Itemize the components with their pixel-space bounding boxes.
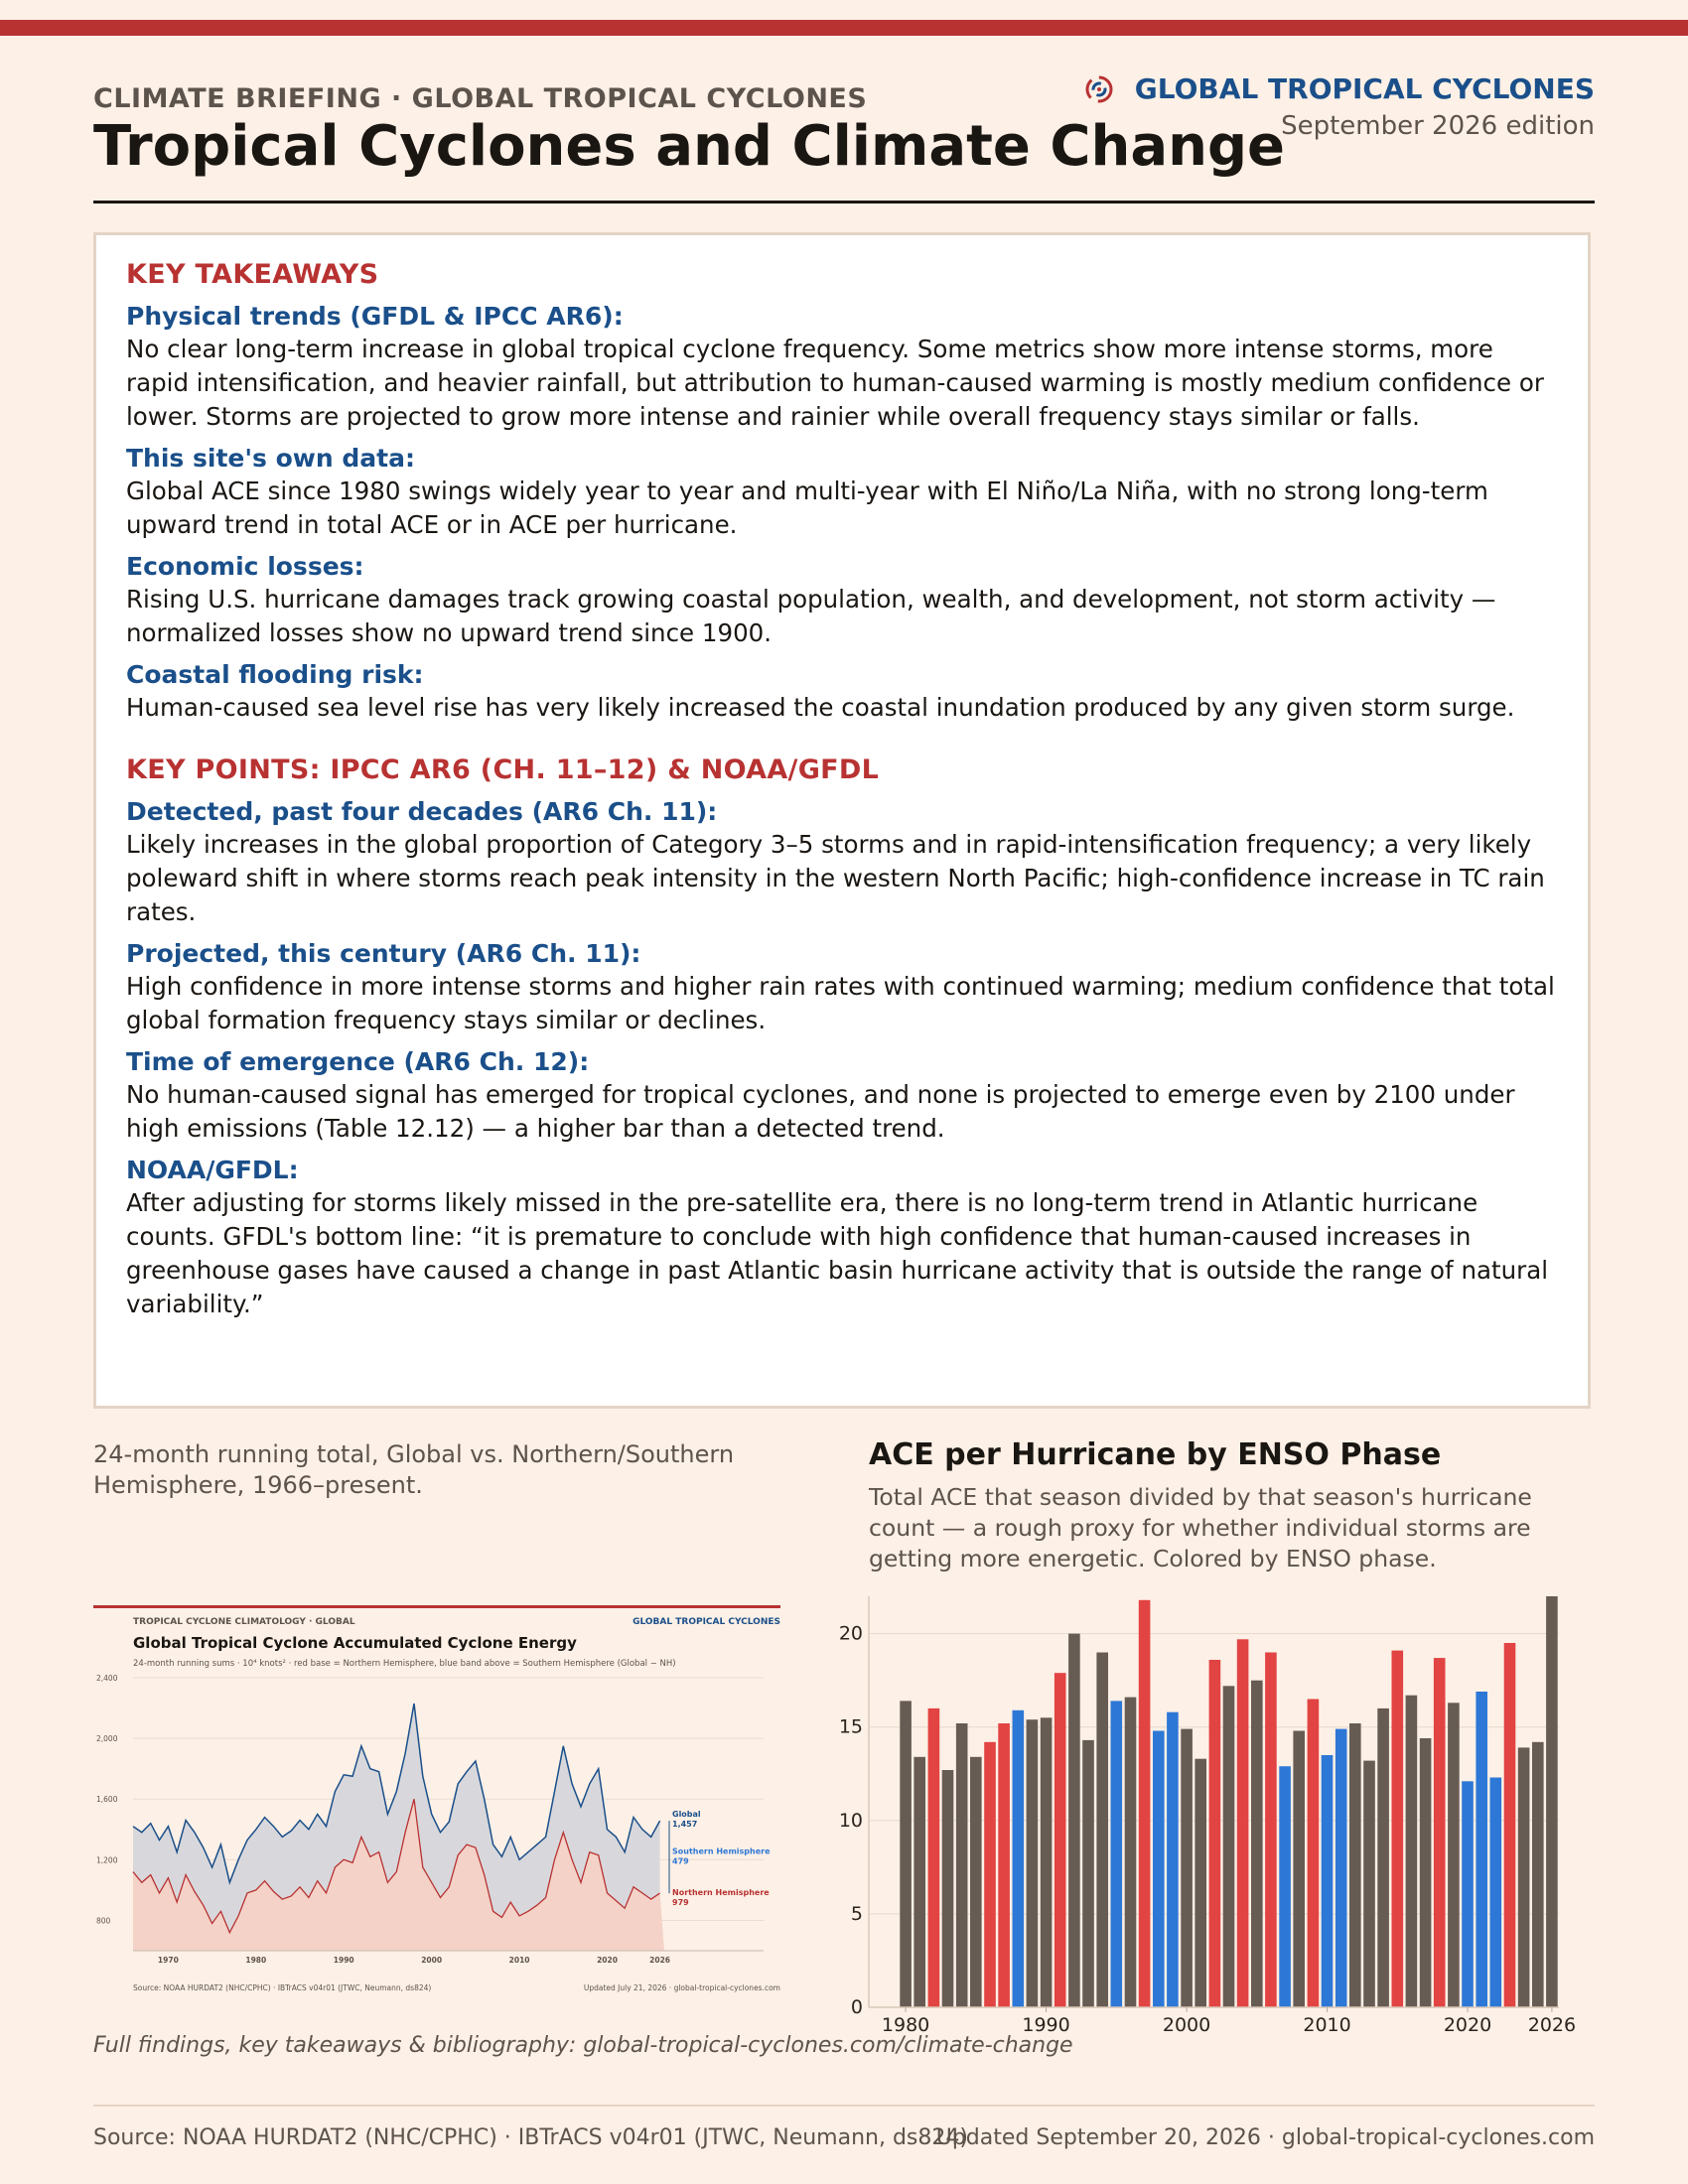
edition-label: September 2026 edition [1281,111,1595,141]
fine-print-link[interactable]: Full findings, key takeaways & bibliography: global-tropical-cyclones.com/climate-change [93,2033,1073,2058]
bar-x-tick: 1980 [881,2014,930,2036]
bar-y-tick: 10 [838,1809,863,1832]
bar-y-tick: 15 [838,1715,863,1738]
inset-y-tick: 1,600 [96,1795,118,1805]
inset-y-tick: 1,200 [96,1855,118,1865]
ace-bar [1518,1747,1530,2007]
ace-bar [1476,1692,1487,2007]
cyclone-logo-icon [1085,75,1113,103]
ace-bar [942,1770,954,2007]
ace-bar [1349,1723,1361,2007]
inset-y-tick: 800 [96,1916,111,1926]
footer-divider [93,2105,1595,2107]
ace-bar [1322,1755,1334,2007]
keypoint-item [126,1154,1558,1321]
header-divider [93,201,1595,204]
inset-x-tick: 1990 [333,1956,354,1965]
ace-bar [1209,1660,1221,2007]
ace-bar [928,1708,940,2007]
inset-title: Global Tropical Cyclone Accumulated Cyclone Energy [133,1634,577,1652]
ace-chart-image [93,1603,780,2000]
inset-x-tick: 1980 [245,1956,267,1965]
ace-bar [1406,1696,1418,2007]
takeaway-item [126,300,1558,434]
ace-bar [1279,1766,1291,2007]
bar-y-tick: 20 [838,1622,863,1645]
bar-x-tick: 2026 [1527,2014,1577,2036]
bar-chart-title: ACE per Hurricane by ENSO Phase [869,1437,1442,1472]
ace-bar [1377,1708,1389,2007]
keypoint-item [126,795,1558,929]
inset-source: Source: NOAA HURDAT2 (NHC/CPHC) · IBTrACS v04r01 (JTWC, Neumann, ds824) [133,1983,432,1992]
takeaway-text: Human-caused sea level rise has very likely increased the coastal inundation produced by any given storm surge. [126,693,1515,722]
takeaways-panel [93,232,1591,1409]
page-kicker: CLIMATE BRIEFING · GLOBAL TROPICAL CYCLONES [93,83,868,114]
inset-y-tick: 2,400 [96,1674,118,1683]
ace-bar [1336,1729,1347,2007]
bar-chart-subtitle: Total ACE that season divided by that season's hurricane count — a rough proxy for whether individual storms are getting more energetic. Colored by ENSO phase. [869,1483,1532,1572]
inset-x-tick: 1970 [157,1956,179,1965]
ace-bar [1265,1653,1277,2008]
bar-x-tick: 1990 [1022,2014,1070,2036]
ace-bar [1490,1778,1502,2008]
ace-bar [1111,1701,1123,2007]
bar-y-tick: 5 [850,1902,863,1925]
inset-note: 24-month running sums · 10⁴ knots² · red base = Northern Hemisphere, blue band above = Southern Hemisphere (Global − NH) [133,1659,676,1669]
ace-bar [914,1757,925,2007]
ace-bar [1546,1596,1558,2007]
inset-updated: Updated July 21, 2026 · global-tropical-cyclones.com [583,1983,780,1992]
takeaway-text: Rising U.S. hurricane damages track growing coastal population, wealth, and development, not storm activity — normalized losses show no upward trend since 1900. [126,585,1496,647]
top-accent-bar [0,20,1688,36]
inset-x-tick: 2020 [597,1956,618,1965]
takeaway-heading: Physical trends (GFDL & IPCC AR6): [126,302,624,331]
ace-bar [1293,1731,1305,2008]
ace-bar [1251,1681,1263,2007]
keypoint-text: High confidence in more intense storms and higher rain rates with continued warming; medium confidence that total global formation frequency stays similar or declines. [126,972,1555,1034]
ace-bar [1068,1634,1080,2007]
takeaway-heading: Coastal flooding risk: [126,660,424,689]
ace-bar [1363,1761,1375,2007]
ace-per-hurricane-bar-chart [838,1588,1577,2036]
sh-label: Southern Hemisphere [672,1846,771,1856]
ace-bar [1195,1759,1206,2007]
global-value: 1,457 [672,1820,698,1830]
inset-x-tick: 2010 [508,1956,530,1965]
brand-name: GLOBAL TROPICAL CYCLONES [1134,72,1595,105]
brand[interactable] [1085,72,1595,105]
ace-bar [956,1723,968,2007]
ace-bar [1055,1673,1066,2007]
takeaway-text: No clear long-term increase in global tropical cyclone frequency. Some metrics show more intense storms, more rapid intensification, and heavier rainfall, but attribution to human-caused warming is mostly medium confidence or lower. Storms are projected to grow more intense and rainier while overall frequency stays similar or falls. [126,335,1544,431]
takeaway-heading: Economic losses: [126,552,364,581]
ace-bar [1532,1742,1544,2007]
nh-value: 979 [672,1898,689,1908]
ace-bar [1434,1658,1446,2007]
keypoint-heading: Projected, this century (AR6 Ch. 11): [126,939,641,968]
ace-area-chart [93,1668,780,1981]
bar-x-tick: 2010 [1303,2014,1351,2036]
inset-kicker: TROPICAL CYCLONE CLIMATOLOGY · GLOBAL [133,1617,355,1627]
bar-x-tick: 2020 [1443,2014,1492,2036]
inset-brand: GLOBAL TROPICAL CYCLONES [633,1617,780,1627]
takeaways-heading: KEY TAKEAWAYS [126,259,379,290]
takeaway-heading: This site's own data: [126,444,415,473]
ace-bar [1139,1600,1151,2007]
takeaway-item [126,550,1558,650]
keypoint-heading: Time of emergence (AR6 Ch. 12): [126,1047,590,1076]
page-title: Tropical Cyclones and Climate Change [93,114,1286,179]
sh-value: 479 [672,1856,689,1866]
bar-y-tick: 0 [850,1996,863,2018]
keypoint-item [126,1045,1558,1146]
ace-bar [1027,1719,1039,2007]
takeaway-item [126,658,1558,725]
ace-bar [1504,1643,1516,2007]
footer-source: Source: NOAA HURDAT2 (NHC/CPHC) · IBTrACS v04r01 (JTWC, Neumann, ds824) [93,2125,968,2150]
keypoint-text: After adjusting for storms likely missed in the pre-satellite era, there is no long-term trend in Atlantic hurricane counts. GFDL's bottom line: “it is premature to conclude with high confidence that human-caused increases in greenhouse gases have caused a change in past Atlantic basin hurricane activity that is outside the range of natural variability.” [126,1188,1549,1318]
ace-bar [1125,1698,1137,2007]
ace-bar [1181,1729,1193,2007]
keypoint-item [126,937,1558,1037]
keypoint-text: Likely increases in the global proportion of Category 3–5 storms and in rapid-intensification frequency; a very likely poleward shift in where storms reach peak intensity in the western North Pacific; high-confidence increase in TC rain rates. [126,830,1545,926]
ace-bar [1167,1712,1179,2007]
ace-bar [984,1742,996,2007]
ace-bar [1082,1740,1094,2007]
global-label: Global [672,1810,701,1820]
ace-bar [998,1723,1010,2007]
ace-bar [1462,1781,1474,2007]
ace-bar [970,1757,982,2007]
keypoints-heading: KEY POINTS: IPCC AR6 (CH. 11–12) & NOAA/GFDL [126,754,880,785]
footer-updated: Updated September 20, 2026 · global-tropical-cyclones.com [935,2125,1595,2150]
inset-accent-bar [93,1605,780,1608]
ace-bar [1420,1738,1432,2007]
inset-x-tick: 2000 [421,1956,443,1965]
ace-bar [1237,1639,1249,2007]
ace-bar [1013,1710,1025,2007]
inset-y-tick: 2,000 [96,1734,118,1744]
ace-bar [1153,1731,1165,2008]
keypoint-heading: NOAA/GFDL: [126,1156,299,1184]
inset-x-tick: 2026 [649,1956,671,1965]
ace-bar [1096,1653,1108,2008]
ace-bar [1308,1700,1320,2008]
ace-chart-subtitle: 24-month running total, Global vs. Northern/Southern Hemisphere, 1966–present. [93,1440,735,1499]
bar-x-tick: 2000 [1162,2014,1211,2036]
takeaway-text: Global ACE since 1980 swings widely year to year and multi-year with El Niño/La Niña, with no strong long-term upward trend in total ACE or in ACE per hurricane. [126,477,1488,539]
takeaway-item [126,442,1558,542]
ace-bar [1448,1703,1460,2007]
keypoint-heading: Detected, past four decades (AR6 Ch. 11): [126,797,718,826]
ace-bar [1392,1651,1404,2007]
ace-bar [1223,1686,1235,2007]
nh-label: Northern Hemisphere [672,1888,770,1898]
ace-bar [900,1701,912,2007]
keypoint-text: No human-caused signal has emerged for tropical cyclones, and none is projected to emerge even by 2100 under high emissions (Table 12.12) — a higher bar than a detected trend. [126,1080,1515,1143]
ace-bar [1041,1717,1053,2007]
